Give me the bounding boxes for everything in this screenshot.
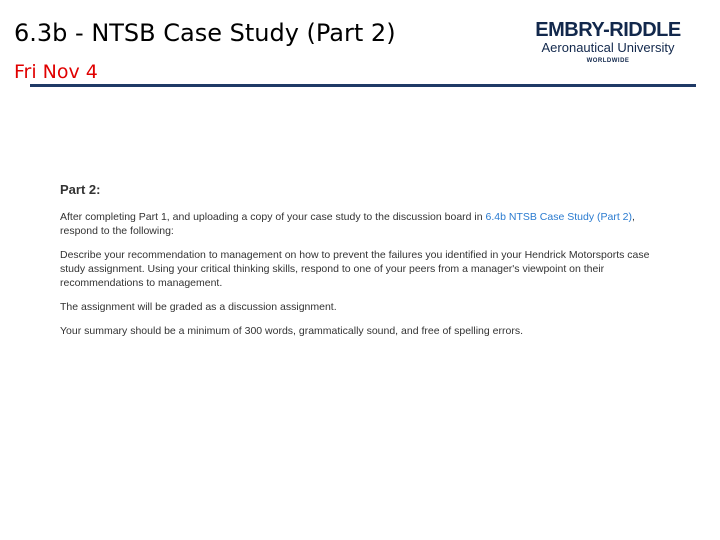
assignment-paragraph-grading: The assignment will be graded as a discussion assignment. [60, 301, 337, 313]
logo-subtitle: Aeronautical University [541, 40, 675, 55]
assignment-heading: Part 2: [60, 182, 101, 197]
assignment-screenshot [60, 180, 666, 348]
assignment-paragraph-intro [60, 210, 666, 238]
discussion-board-link[interactable]: 6.4b NTSB Case Study (Part 2) [485, 211, 632, 223]
slide-date: Fri Nov 4 [14, 61, 98, 83]
intro-text-after: , respond to the following: [60, 211, 635, 237]
university-logo [526, 20, 690, 66]
title-divider [30, 84, 696, 87]
slide-title: 6.3b - NTSB Case Study (Part 2) [14, 19, 396, 47]
logo-tagline: WORLDWIDE [586, 58, 630, 64]
intro-text-before: After completing Part 1, and uploading a copy of your case study to the discussion board in [60, 211, 486, 223]
assignment-paragraph-requirements: Your summary should be a minimum of 300 words, grammatically sound, and free of spelling errors. [60, 325, 523, 337]
logo-wordmark: EMBRY-RIDDLE [535, 19, 681, 41]
assignment-paragraph-instructions: Describe your recommendation to management on how to prevent the failures you identified in your Hendrick Motorsports case study assignment. Using your critical thinking skills, respond to one of your peers from a manager's viewpoint on their recommendations to management. [60, 249, 650, 289]
